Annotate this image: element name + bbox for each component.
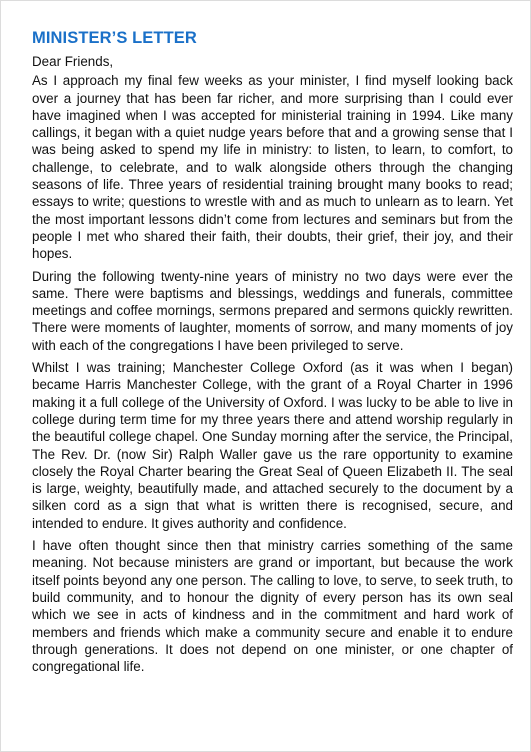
letter-body	[32, 29, 513, 680]
letter-paragraph-3: Whilst I was training; Manchester College Oxford (as it was when I began) became Harris Manchester College, with the grant of a Royal Charter in 1996 making it a full college of the University of Oxford. I was lucky to be able to live in college during term time for my three years there and attend worship regularly in the beautiful college chapel. One Sunday morning after the service, the Principal, The Rev. Dr. (now Sir) Ralph Waller gave us the rare opportunity to examine closely the Royal Charter bearing the Great Seal of Queen Elizabeth II. The seal is large, weighty, beautifully made, and attached securely to the document by a silken cord as a sign that what is written there is recognised, secure, and intended to endure. It gives authority and confidence.	[32, 360, 513, 531]
letter-title: MINISTER’S LETTER	[32, 29, 197, 47]
letter-paragraph-2: During the following twenty-nine years of ministry no two days were ever the same. There were baptisms and blessings, weddings and funerals, committee meetings and coffee mornings, sermons prepared and sermons quickly rewritten. There were moments of laughter, moments of sorrow, and many moments of joy with each of the congregations I have been privileged to serve.	[32, 268, 513, 353]
letter-paragraph-4: I have often thought since then that ministry carries something of the same meaning. Not because ministers are grand or important, but because the work itself points beyond any one person. The calling to love, to serve, to seek truth, to build community, and to honour the dignity of every person has its own seal which we see in acts of kindness and in the commitment and hard work of members and friends which make a community secure and enable it to endure through generations. It does not depend on one minister, or one chapter of congregational life.	[32, 538, 513, 675]
letter-greeting: Dear Friends,	[32, 54, 114, 69]
letter-paragraph-1: As I approach my final few weeks as your minister, I find myself looking back over a journey that has been far richer, and more surprising than I could ever have imagined when I was accepted for ministerial training in 1994. Like many callings, it began with a quiet nudge years before that and a growing sense that I was being asked to spend my life in ministry: to listen, to learn, to comfort, to challenge, to celebrate, and to walk alongside others through the changing seasons of life. Three years of residential training brought many books to read; essays to write; questions to wrestle with and as much to unlearn as to learn. Yet the most important lessons didn’t come from lectures and seminars but from the people I met who shared their faith, their doubts, their grief, their joy, and their hopes.	[32, 73, 513, 262]
